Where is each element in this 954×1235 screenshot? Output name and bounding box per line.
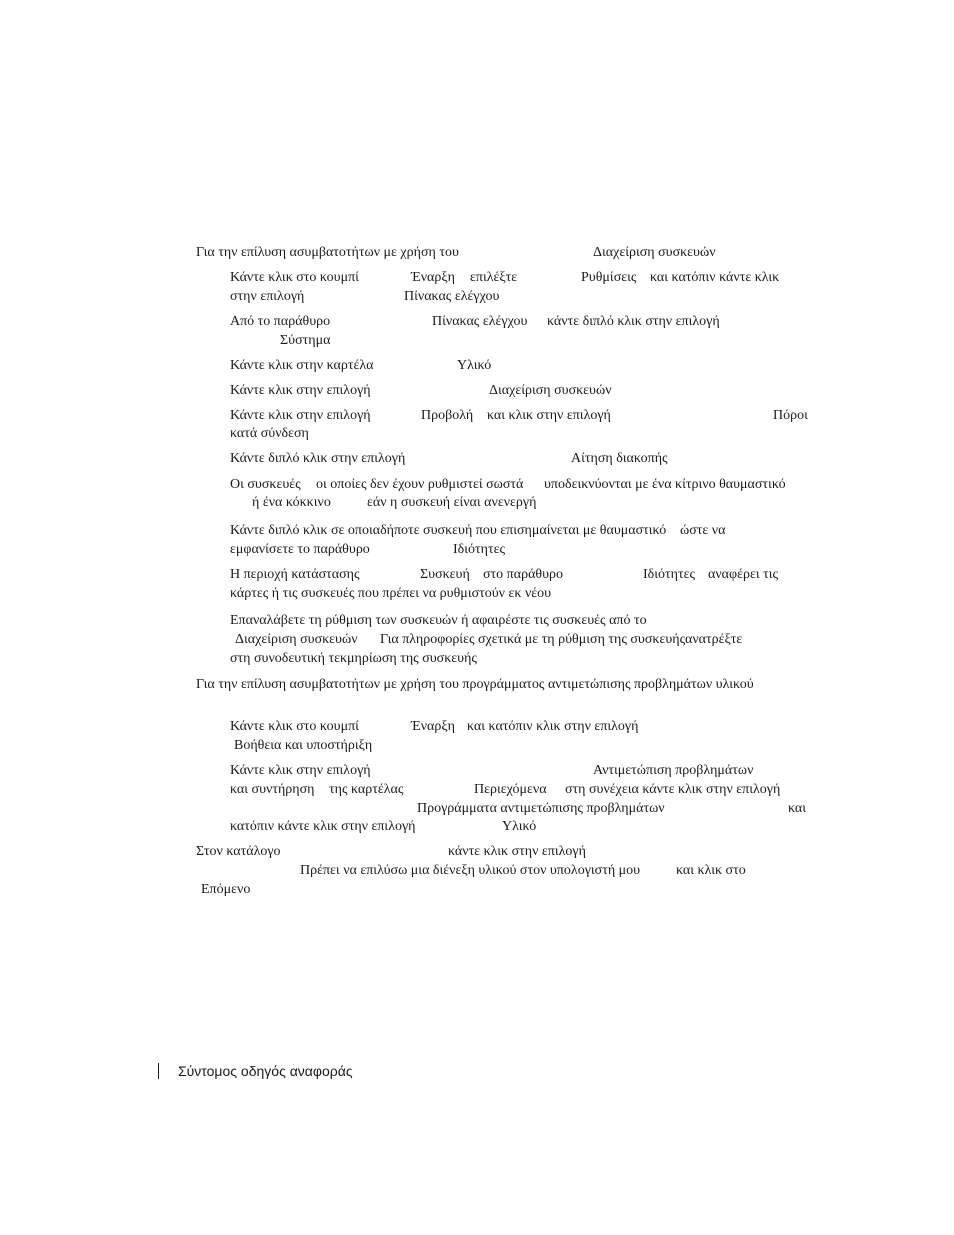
text-segment: Υλικό — [457, 358, 492, 373]
text-segment: και κατόπιν κλικ στην επιλογή — [467, 719, 639, 734]
text-segment: Οι συσκευές — [230, 477, 301, 492]
text-segment: Προγράμματα αντιμετώπισης προβλημάτων — [417, 801, 665, 816]
text-segment: Διαχείριση συσκευών — [489, 383, 612, 398]
text-segment: οι οποίες δεν έχουν ρυθμιστεί σωστά — [316, 477, 524, 492]
text-segment: Πίνακας ελέγχου — [432, 314, 528, 329]
text-segment: Κάντε διπλό κλικ στην επιλογή — [230, 451, 406, 466]
text-segment: και κλικ στην επιλογή — [487, 408, 611, 423]
s1-step10-line3 — [230, 650, 477, 668]
text-segment: υποδεικνύονται με ένα κίτρινο θαυμαστικό — [544, 477, 786, 492]
text-segment: Επαναλάβετε τη ρύθμιση των συσκευών ή αφαιρέστε τις συσκευές από το — [230, 613, 647, 628]
text-segment: Κάντε κλικ στην επιλογή — [230, 408, 371, 423]
text-segment: Περιεχόμενα — [474, 782, 547, 797]
text-segment: Από το παράθυρο — [230, 314, 331, 329]
text-segment: Συσκευή — [420, 567, 470, 582]
text-segment: Βοήθεια και υποστήριξη — [234, 738, 373, 753]
text-segment: στη συνέχεια κάντε κλικ στην επιλογή — [565, 782, 781, 797]
text-segment: Ιδιότητες — [453, 542, 506, 557]
text-segment: Η περιοχή κατάστασης — [230, 567, 360, 582]
text-segment: και κλικ στο — [676, 863, 746, 878]
text-segment: και συντήρηση — [230, 782, 315, 797]
text-segment: και — [788, 801, 807, 816]
text-segment: Στον κατάλογο — [196, 844, 281, 859]
text-segment: επιλέξτε — [470, 270, 518, 285]
text-segment: Για πληροφορίες σχετικά με τη ρύθμιση της συσκευής — [380, 632, 686, 647]
s3-line3 — [201, 881, 250, 899]
footer-divider — [158, 1063, 159, 1079]
text-segment: κάρτες ή τις συσκευές που πρέπει να ρυθμιστούν εκ νέου — [230, 586, 552, 601]
text-segment: Ρυθμίσεις — [581, 270, 637, 285]
text-segment: Κάντε κλικ στο κουμπί — [230, 270, 359, 285]
text-segment: Σύστημα — [280, 333, 331, 348]
text-segment: Υλικό — [502, 819, 537, 834]
text-segment: Προβολή — [421, 408, 474, 423]
text-segment: Κάντε κλικ στην επιλογή — [230, 383, 371, 398]
text-segment: στο παράθυρο — [483, 567, 564, 582]
text-segment: Διαχείριση συσκευών — [235, 632, 358, 647]
text-segment: Για την επίλυση ασυμβατοτήτων με χρήση του — [196, 245, 459, 260]
section2-intro — [196, 676, 754, 694]
s2-step1-line2 — [234, 737, 372, 755]
text-segment: Πίνακας ελέγχου — [404, 289, 500, 304]
text-segment: Κάντε διπλό κλικ σε οποιαδήποτε συσκευή που επισημαίνεται με θαυμαστικό — [230, 523, 667, 538]
text-segment: Αίτηση διακοπής — [571, 451, 668, 466]
text-segment: της καρτέλας — [329, 782, 404, 797]
text-segment: Έναρξη — [411, 270, 455, 285]
text-segment: Αντιμετώπιση προβλημάτων — [593, 763, 754, 778]
text-segment: εμφανίσετε το παράθυρο — [230, 542, 370, 557]
text-segment: Για την επίλυση ασυμβατοτήτων με χρήση του προγράμματος αντιμετώπισης προβλημάτων υλικού — [196, 677, 754, 692]
text-segment: ή ένα κόκκινο — [252, 495, 331, 510]
text-segment: στην επιλογή — [230, 289, 305, 304]
text-segment: Έναρξη — [411, 719, 455, 734]
text-segment: Πόροι — [773, 408, 808, 423]
text-segment: κατά σύνδεση — [230, 426, 309, 441]
footer-title: Σύντομος οδηγός αναφοράς — [178, 1063, 353, 1079]
text-segment: κάντε διπλό κλικ στην επιλογή — [547, 314, 720, 329]
s1-step5-line2 — [230, 425, 309, 443]
text-segment: Κάντε κλικ στην επιλογή — [230, 763, 371, 778]
text-segment: Ιδιότητες — [643, 567, 696, 582]
text-segment: Πρέπει να επιλύσω μια διένεξη υλικού στον υπολογιστή μου — [300, 863, 641, 878]
text-segment: αναφέρει τις — [708, 567, 779, 582]
text-segment: Διαχείριση συσκευών — [593, 245, 716, 260]
text-segment: κατόπιν κάντε κλικ στην επιλογή — [230, 819, 416, 834]
text-segment: Κάντε κλικ στο κουμπί — [230, 719, 359, 734]
s1-step10-line1 — [230, 612, 647, 630]
text-segment: ανατρέξτε — [685, 632, 743, 647]
text-segment: ώστε να — [680, 523, 726, 538]
text-segment: Επόμενο — [201, 882, 251, 897]
text-segment: Κάντε κλικ στην καρτέλα — [230, 358, 374, 373]
text-segment: και κατόπιν κάντε κλικ — [650, 270, 780, 285]
text-segment: κάντε κλικ στην επιλογή — [448, 844, 586, 859]
text-segment: στη συνοδευτική τεκμηρίωση της συσκευής — [230, 651, 477, 666]
s1-step9-line2 — [230, 585, 551, 603]
s1-step2-line2 — [280, 332, 330, 350]
text-segment: εάν η συσκευή είναι ανενεργή — [367, 495, 537, 510]
